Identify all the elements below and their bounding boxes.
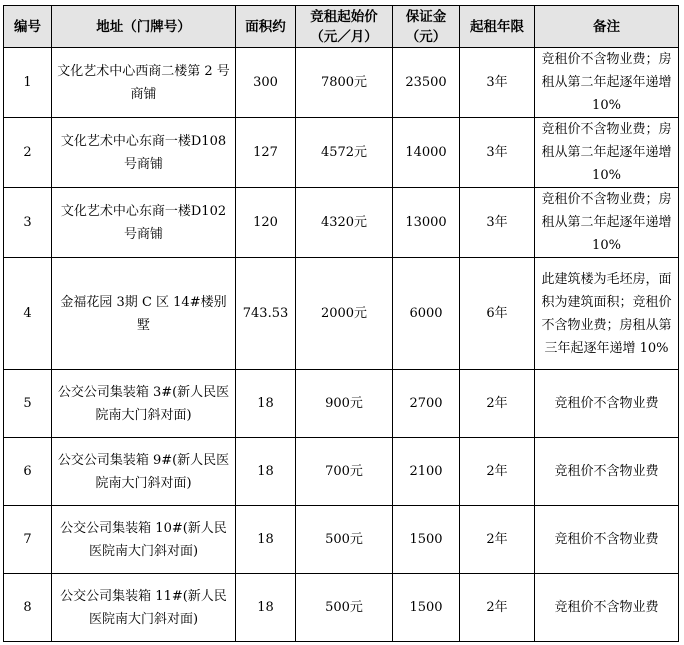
- cell-no: 8: [4, 574, 52, 642]
- cell-no: 6: [4, 438, 52, 506]
- cell-no: 4: [4, 258, 52, 370]
- table-row: [4, 574, 679, 642]
- cell-deposit: 2100: [393, 438, 460, 506]
- cell-start-price: 4572元: [296, 118, 393, 188]
- header-start-price: 竞租起始价（元／月）: [296, 6, 393, 48]
- cell-area: 18: [236, 506, 296, 574]
- cell-area: 743.53: [236, 258, 296, 370]
- cell-address: 文化艺术中心西商二楼第 2 号商铺: [52, 48, 236, 118]
- cell-area: 18: [236, 574, 296, 642]
- cell-remark: 竞租价不含物业费；房租从第二年起逐年递增 10%: [535, 188, 679, 258]
- cell-address: 公交公司集装箱 10#(新人民医院南大门斜对面): [52, 506, 236, 574]
- header-remark: 备注: [535, 6, 679, 48]
- table-row: [4, 118, 679, 188]
- cell-term: 2年: [460, 438, 535, 506]
- cell-deposit: 2700: [393, 370, 460, 438]
- cell-remark: 竞租价不含物业费: [535, 438, 679, 506]
- table-row: [4, 438, 679, 506]
- cell-address: 公交公司集装箱 9#(新人民医院南大门斜对面): [52, 438, 236, 506]
- cell-address: 文化艺术中心东商一楼D102 号商铺: [52, 188, 236, 258]
- cell-term: 2年: [460, 370, 535, 438]
- rental-listing-table: [3, 5, 679, 642]
- cell-address: 公交公司集装箱 3#(新人民医院南大门斜对面): [52, 370, 236, 438]
- table-row: [4, 258, 679, 370]
- cell-deposit: 6000: [393, 258, 460, 370]
- cell-remark: 竞租价不含物业费；房租从第二年起逐年递增 10%: [535, 118, 679, 188]
- table-row: [4, 48, 679, 118]
- cell-remark: 竞租价不含物业费: [535, 370, 679, 438]
- table-row: [4, 370, 679, 438]
- cell-term: 3年: [460, 48, 535, 118]
- cell-remark: 此建筑楼为毛坯房，面积为建筑面积；竞租价不含物业费；房租从第三年起逐年递增 10%: [535, 258, 679, 370]
- cell-term: 3年: [460, 118, 535, 188]
- cell-area: 300: [236, 48, 296, 118]
- cell-start-price: 700元: [296, 438, 393, 506]
- cell-start-price: 2000元: [296, 258, 393, 370]
- cell-deposit: 1500: [393, 574, 460, 642]
- header-deposit: 保证金（元）: [393, 6, 460, 48]
- cell-area: 18: [236, 370, 296, 438]
- cell-deposit: 23500: [393, 48, 460, 118]
- cell-no: 5: [4, 370, 52, 438]
- cell-area: 127: [236, 118, 296, 188]
- cell-no: 2: [4, 118, 52, 188]
- cell-area: 120: [236, 188, 296, 258]
- cell-address: 文化艺术中心东商一楼D108 号商铺: [52, 118, 236, 188]
- header-address: 地址（门牌号）: [52, 6, 236, 48]
- cell-deposit: 14000: [393, 118, 460, 188]
- cell-term: 2年: [460, 574, 535, 642]
- header-row: [4, 6, 679, 48]
- cell-remark: 竞租价不含物业费: [535, 574, 679, 642]
- cell-address: 金福花园 3期 C 区 14#楼别墅: [52, 258, 236, 370]
- cell-no: 7: [4, 506, 52, 574]
- cell-deposit: 13000: [393, 188, 460, 258]
- cell-deposit: 1500: [393, 506, 460, 574]
- table-row: [4, 188, 679, 258]
- cell-remark: 竞租价不含物业费；房租从第二年起逐年递增 10%: [535, 48, 679, 118]
- cell-start-price: 7800元: [296, 48, 393, 118]
- cell-no: 3: [4, 188, 52, 258]
- cell-remark: 竞租价不含物业费: [535, 506, 679, 574]
- header-area: 面积约: [236, 6, 296, 48]
- cell-term: 6年: [460, 258, 535, 370]
- cell-start-price: 900元: [296, 370, 393, 438]
- cell-area: 18: [236, 438, 296, 506]
- cell-start-price: 4320元: [296, 188, 393, 258]
- cell-no: 1: [4, 48, 52, 118]
- header-no: 编号: [4, 6, 52, 48]
- cell-address: 公交公司集装箱 11#(新人民医院南大门斜对面): [52, 574, 236, 642]
- cell-term: 3年: [460, 188, 535, 258]
- cell-start-price: 500元: [296, 574, 393, 642]
- table-row: [4, 506, 679, 574]
- header-term: 起租年限: [460, 6, 535, 48]
- cell-start-price: 500元: [296, 506, 393, 574]
- cell-term: 2年: [460, 506, 535, 574]
